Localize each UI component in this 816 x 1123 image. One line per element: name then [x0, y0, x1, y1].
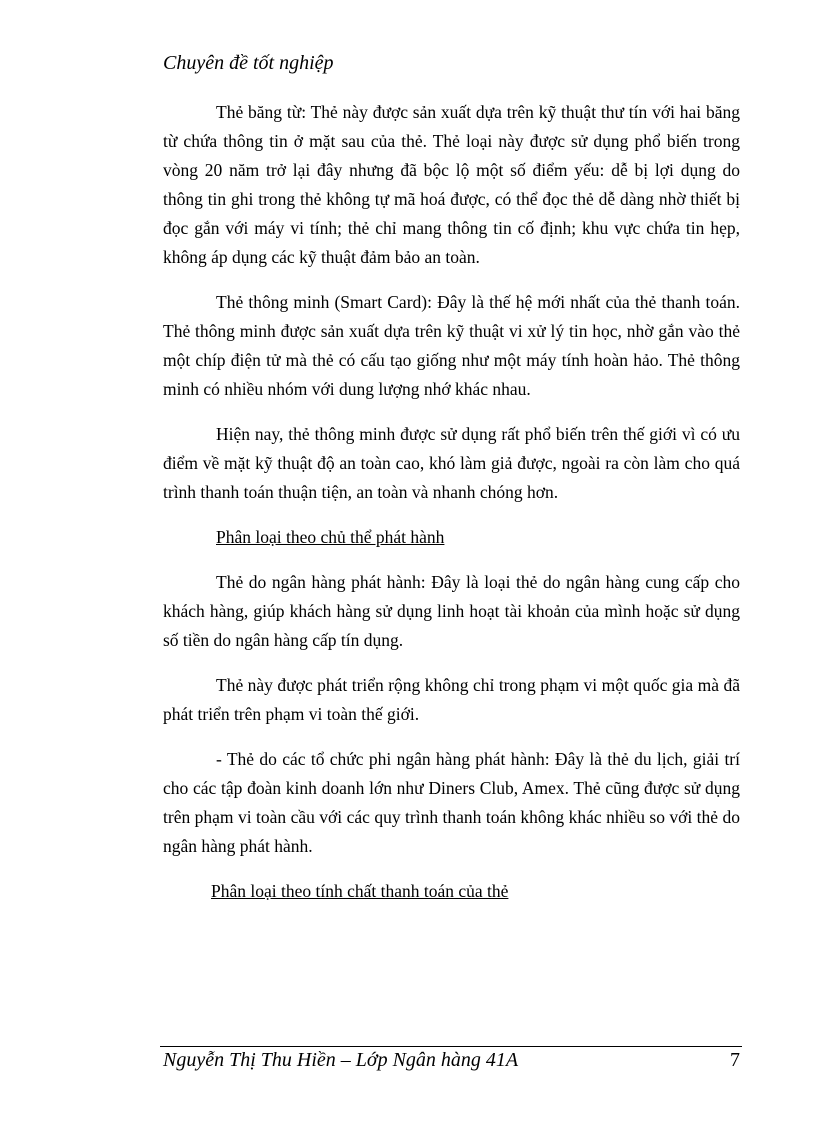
paragraph-smart-card-popularity: Hiện nay, thẻ thông minh được sử dụng rất phổ biến trên thế giới vì có ưu điểm về mặt kỹ thuật độ an toàn cao, khó làm giả được, ngoài ra còn làm cho quá trình thanh toán thuận tiện, an toàn và nhanh chóng hơn. [163, 424, 740, 502]
paragraph-smart-card: Thẻ thông minh (Smart Card): Đây là thế hệ mới nhất của thẻ thanh toán. Thẻ thông minh được sản xuất dựa trên kỹ thuật vi xử lý tin học, nhờ gắn vào thẻ một chíp điện tử mà thẻ có cấu tạo giống như một máy tính hoàn hảo. Thẻ thông minh có nhiều nhóm với dung lượng nhớ khác nhau. [163, 292, 740, 399]
section-heading-issuer: Phân loại theo chủ thể phát hành [216, 527, 445, 547]
paragraph-bank-issued-card: Thẻ do ngân hàng phát hành: Đây là loại thẻ do ngân hàng cung cấp cho khách hàng, giúp khách hàng sử dụng linh hoạt tài khoản của mình hoặc sử dụng số tiền do ngân hàng cấp tín dụng. [163, 572, 740, 650]
paragraph-non-bank-card: - Thẻ do các tổ chức phi ngân hàng phát hành: Đây là thẻ du lịch, giải trí cho các tập đoàn kinh doanh lớn như Diners Club, Amex. Thẻ cũng được sử dụng trên phạm vi toàn cầu với các quy trình thanh toán không khác nhiều so với thẻ do ngân hàng phát hành. [163, 749, 740, 856]
footer-author: Nguyễn Thị Thu Hiền – Lớp Ngân hàng 41A [163, 1049, 519, 1071]
footer-divider [160, 1046, 742, 1047]
running-header: Chuyên đề tốt nghiệp [163, 52, 334, 74]
page-number: 7 [730, 1049, 740, 1071]
page-body [163, 98, 740, 922]
section-heading-payment-nature: Phân loại theo tính chất thanh toán của thẻ [211, 881, 509, 901]
paragraph-magnetic-card: Thẻ băng từ: Thẻ này được sản xuất dựa trên kỹ thuật thư tín với hai băng từ chứa thông tin ở mặt sau của thẻ. Thẻ loại này được sử dụng phổ biến trong vòng 20 năm trở lại đây nhưng đã bộc lộ một số điểm yếu: dễ bị lợi dụng do thông tin ghi trong thẻ không tự mã hoá được, có thể đọc thẻ dễ dàng nhờ thiết bị đọc gắn với máy vi tính; thẻ chỉ mang thông tin cố định; khu vực chứa tin hẹp, không áp dụng các kỹ thuật đảm bảo an toàn. [163, 102, 740, 267]
paragraph-bank-card-scope: Thẻ này được phát triển rộng không chỉ trong phạm vi một quốc gia mà đã phát triển trên phạm vi toàn thế giới. [163, 675, 740, 724]
